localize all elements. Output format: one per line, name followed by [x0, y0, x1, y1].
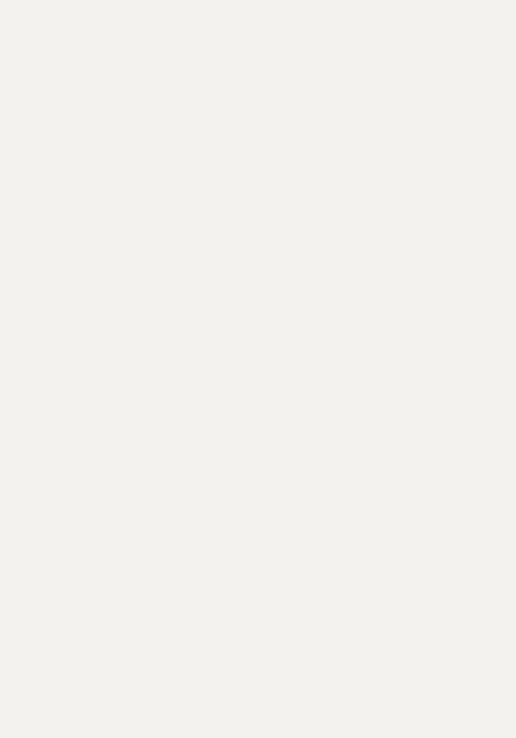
lower-text-block: [38, 370, 482, 702]
running-header: [34, 8, 434, 28]
upper-text-block: [38, 36, 482, 358]
